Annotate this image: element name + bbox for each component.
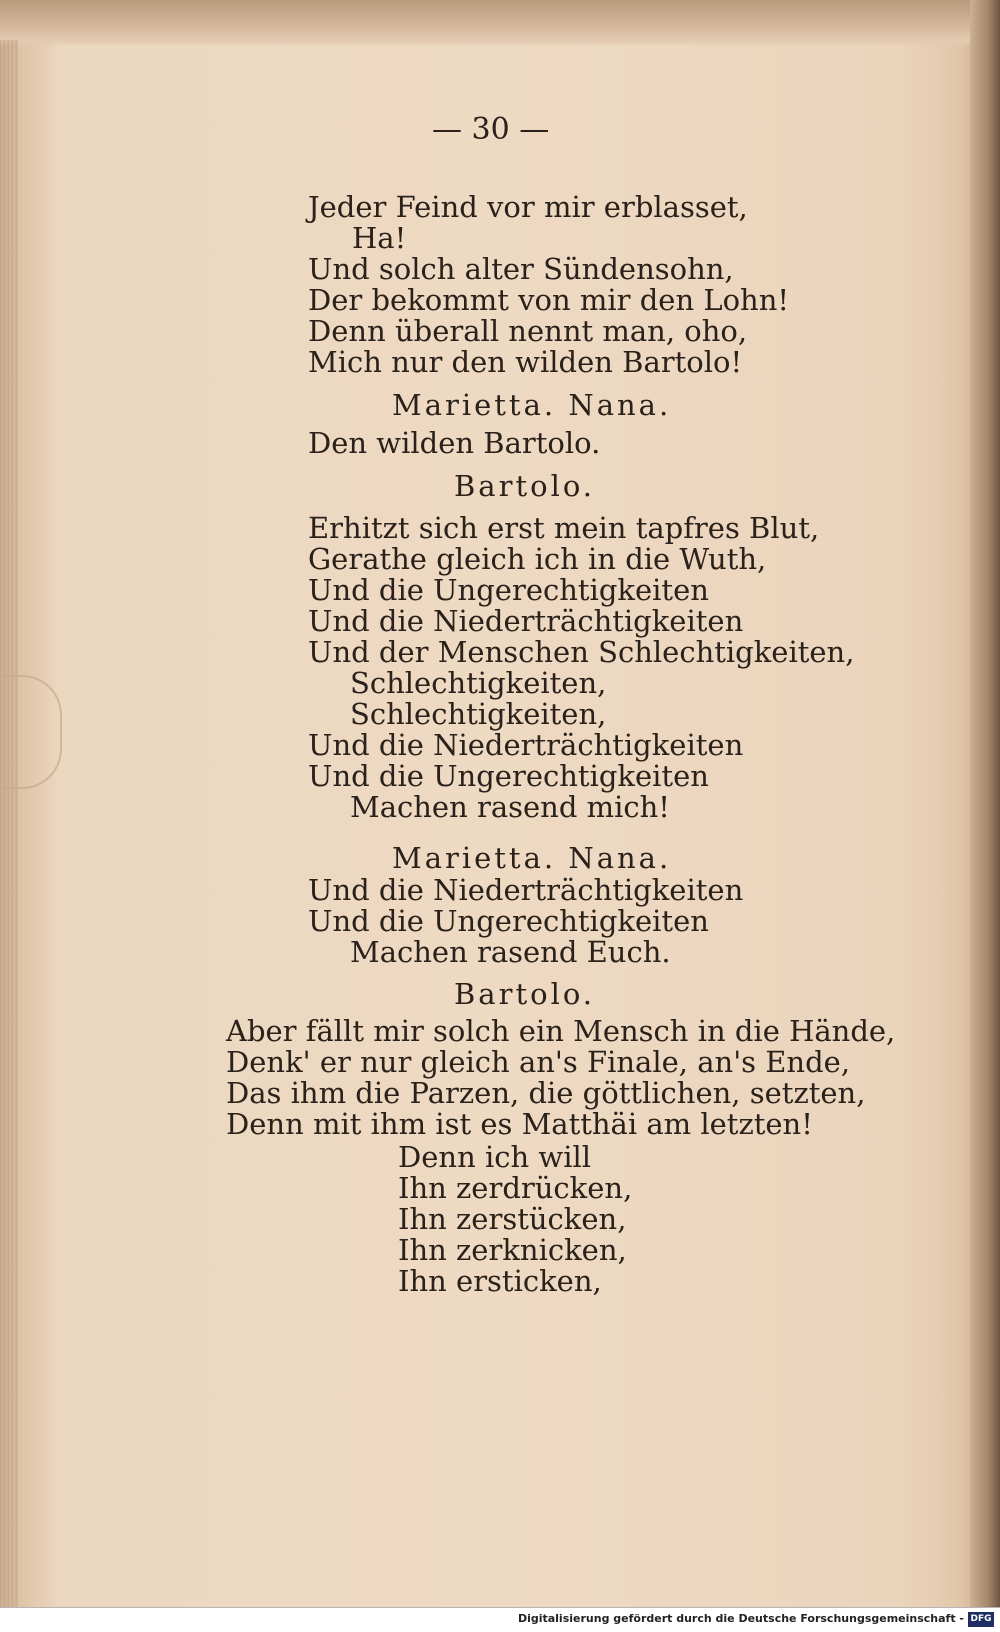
verse-line: Machen rasend mich! — [350, 790, 670, 824]
verse-line: Den wilden Bartolo. — [308, 426, 601, 460]
verse-line: Und die Ungerechtigkeiten — [308, 904, 709, 938]
speaker-heading: Marietta. Nana. — [392, 388, 672, 422]
verse-line: Und der Menschen Schlechtigkeiten, — [308, 635, 855, 669]
verse-line: Denn überall nennt man, oho, — [308, 314, 748, 348]
verse-line: Und die Niederträchtigkeiten — [308, 873, 744, 907]
verse-line: Gerathe gleich ich in die Wuth, — [308, 542, 767, 576]
verse-line: Denn ich will — [398, 1140, 592, 1174]
verse-line: Ihn zerstücken, — [398, 1202, 627, 1236]
verse-line: Ihn zerknicken, — [398, 1233, 627, 1267]
page-edge-right — [970, 0, 1000, 1632]
verse-line: Das ihm die Parzen, die göttlichen, setzten, — [226, 1076, 866, 1110]
verse-line: Denk' er nur gleich an's Finale, an's Ende, — [226, 1045, 851, 1079]
verse-line: Machen rasend Euch. — [350, 935, 671, 969]
verse-line: Denn mit ihm ist es Matthäi am letzten! — [226, 1107, 813, 1141]
footer-credit: Digitalisierung gefördert durch die Deutsche Forschungsgemeinschaft - — [517, 1612, 964, 1625]
verse-line: Jeder Feind vor mir erblasset, — [308, 190, 748, 224]
verse-line: Ihn ersticken, — [398, 1264, 602, 1298]
speaker-heading: Bartolo. — [454, 469, 596, 503]
verse-line: Schlechtigkeiten, — [350, 697, 607, 731]
verse-line: Aber fällt mir solch ein Mensch in die Hände, — [226, 1014, 896, 1048]
page-top-shadow — [0, 0, 1000, 46]
page-edge-left — [0, 40, 18, 1620]
page-clip-mark — [0, 675, 62, 789]
digitization-footer — [0, 1607, 1000, 1632]
verse-line: Mich nur den wilden Bartolo! — [308, 345, 743, 379]
verse-line: Schlechtigkeiten, — [350, 666, 607, 700]
verse-line: Und die Ungerechtigkeiten — [308, 573, 709, 607]
verse-line: Und die Ungerechtigkeiten — [308, 759, 709, 793]
speaker-heading: Bartolo. — [454, 977, 596, 1011]
verse-line: Und solch alter Sündensohn, — [308, 252, 734, 286]
verse-line: Ha! — [352, 221, 407, 255]
verse-line: Der bekommt von mir den Lohn! — [308, 283, 790, 317]
verse-line: Erhitzt sich erst mein tapfres Blut, — [308, 511, 820, 545]
verse-line: Und die Niederträchtigkeiten — [308, 604, 744, 638]
page-number: — 30 — — [432, 112, 550, 147]
verse-line: Und die Niederträchtigkeiten — [308, 728, 744, 762]
dfg-logo: DFG — [968, 1612, 994, 1627]
speaker-heading: Marietta. Nana. — [392, 841, 672, 875]
verse-line: Ihn zerdrücken, — [398, 1171, 633, 1205]
